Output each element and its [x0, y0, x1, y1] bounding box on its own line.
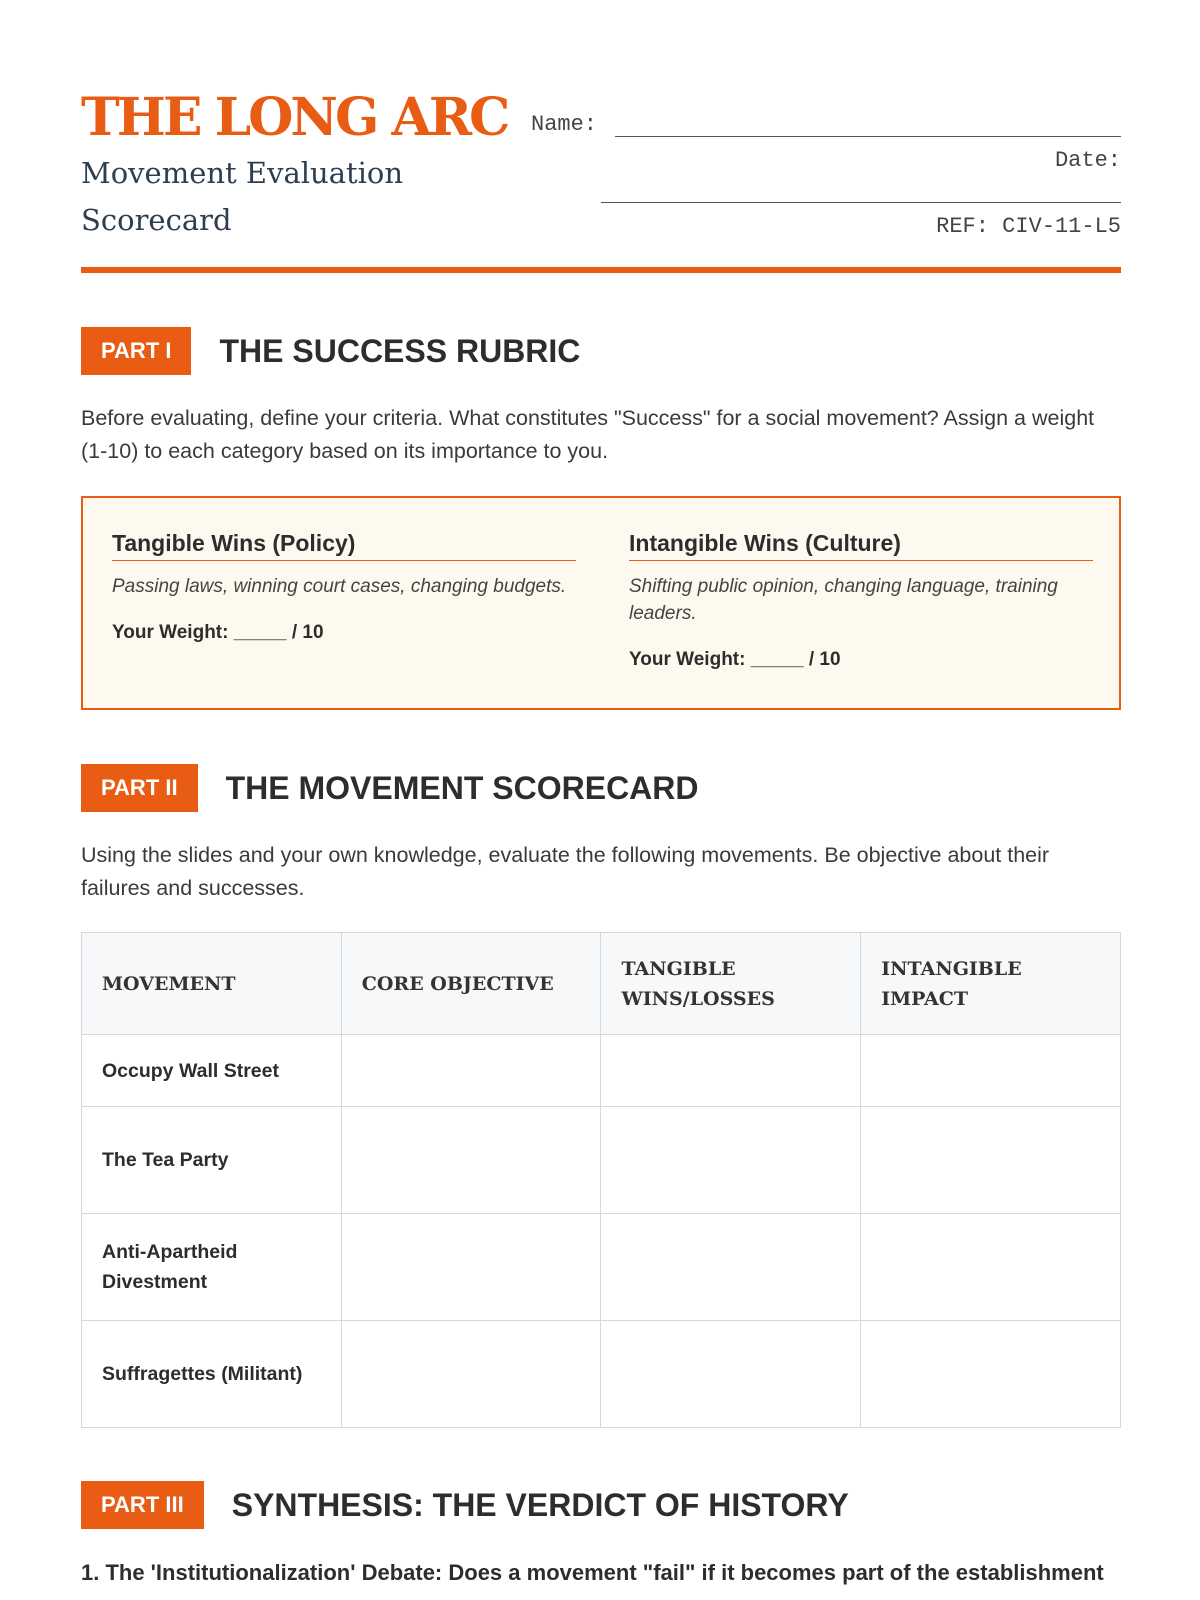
rubric-category-description: Passing laws, winning court cases, changing budgets. — [112, 576, 567, 597]
part3-title: SYNTHESIS: THE VERDICT OF HISTORY — [231, 1486, 849, 1523]
movement-name: Occupy Wall Street — [82, 1035, 342, 1107]
part3-header — [81, 1481, 849, 1529]
movement-name: The Tea Party — [82, 1107, 342, 1214]
part1-badge: PART I — [81, 327, 191, 375]
date-field[interactable] — [601, 202, 1121, 203]
core-objective-cell[interactable] — [341, 1321, 601, 1428]
synthesis-question-1: 1. The 'Institutionalization' Debate: Does a movement "fail" if it becomes part of the establishment — [81, 1560, 1104, 1585]
intangible-cell[interactable] — [861, 1321, 1121, 1428]
table-row — [82, 1035, 1121, 1107]
part2-title: THE MOVEMENT SCORECARD — [225, 769, 699, 806]
weight-field[interactable]: Your Weight: _____ / 10 — [112, 622, 324, 643]
part2-badge: PART II — [81, 764, 198, 812]
core-objective-cell[interactable] — [341, 1107, 601, 1214]
tangible-cell[interactable] — [601, 1107, 861, 1214]
part2-header — [81, 764, 699, 812]
column-header-tangible: TANGIBLE WINS/LOSSES — [601, 933, 861, 1035]
column-header-movement: MOVEMENT — [82, 933, 342, 1035]
name-label: Name: — [531, 112, 598, 137]
part1-title: THE SUCCESS RUBRIC — [219, 332, 581, 369]
header-divider — [81, 267, 1121, 273]
student-meta — [531, 110, 1121, 240]
success-rubric-box — [81, 496, 1121, 710]
document-header — [81, 84, 1121, 239]
part2-intro: Using the slides and your own knowledge, evaluate the following movements. Be objective about their failures and successes. — [81, 843, 1050, 900]
part1-intro: Before evaluating, define your criteria. What constitutes "Success" for a social movement? Assign a weight (1-10) to each category based on its importance to you. — [81, 406, 1095, 463]
date-label: Date: — [1054, 148, 1121, 173]
brand-title: THE LONG ARC — [81, 87, 508, 148]
column-header-core-objective: CORE OBJECTIVE — [341, 933, 601, 1035]
rubric-category-intangible — [629, 528, 1093, 671]
movement-name: Suffragettes (Militant) — [82, 1321, 342, 1428]
table-row — [82, 1321, 1121, 1428]
intangible-cell[interactable] — [861, 1107, 1121, 1214]
rubric-category-description: Shifting public opinion, changing language, training leaders. — [629, 576, 1058, 624]
rubric-category-title: Intangible Wins (Culture) — [629, 528, 1093, 561]
table-row — [82, 1107, 1121, 1214]
intangible-cell[interactable] — [861, 1214, 1121, 1321]
part3-badge: PART III — [81, 1481, 204, 1529]
document-subtitle: Movement Evaluation Scorecard — [81, 156, 404, 237]
part1-header — [81, 327, 580, 375]
core-objective-cell[interactable] — [341, 1035, 601, 1107]
reference-code: REF: CIV-11-L5 — [936, 214, 1121, 239]
intangible-cell[interactable] — [861, 1035, 1121, 1107]
tangible-cell[interactable] — [601, 1214, 861, 1321]
name-row — [531, 110, 1121, 140]
core-objective-cell[interactable] — [341, 1214, 601, 1321]
tangible-cell[interactable] — [601, 1035, 861, 1107]
movement-name: Anti-Apartheid Divestment — [82, 1214, 342, 1321]
rubric-category-title: Tangible Wins (Policy) — [112, 528, 576, 561]
movement-scorecard-table — [81, 932, 1121, 1428]
table-row — [82, 1214, 1121, 1321]
tangible-cell[interactable] — [601, 1321, 861, 1428]
table-header-row — [82, 933, 1121, 1035]
weight-field[interactable]: Your Weight: _____ / 10 — [629, 649, 841, 670]
column-header-intangible: INTANGIBLE IMPACT — [861, 933, 1121, 1035]
rubric-category-tangible — [112, 528, 576, 644]
name-field[interactable] — [615, 136, 1121, 137]
